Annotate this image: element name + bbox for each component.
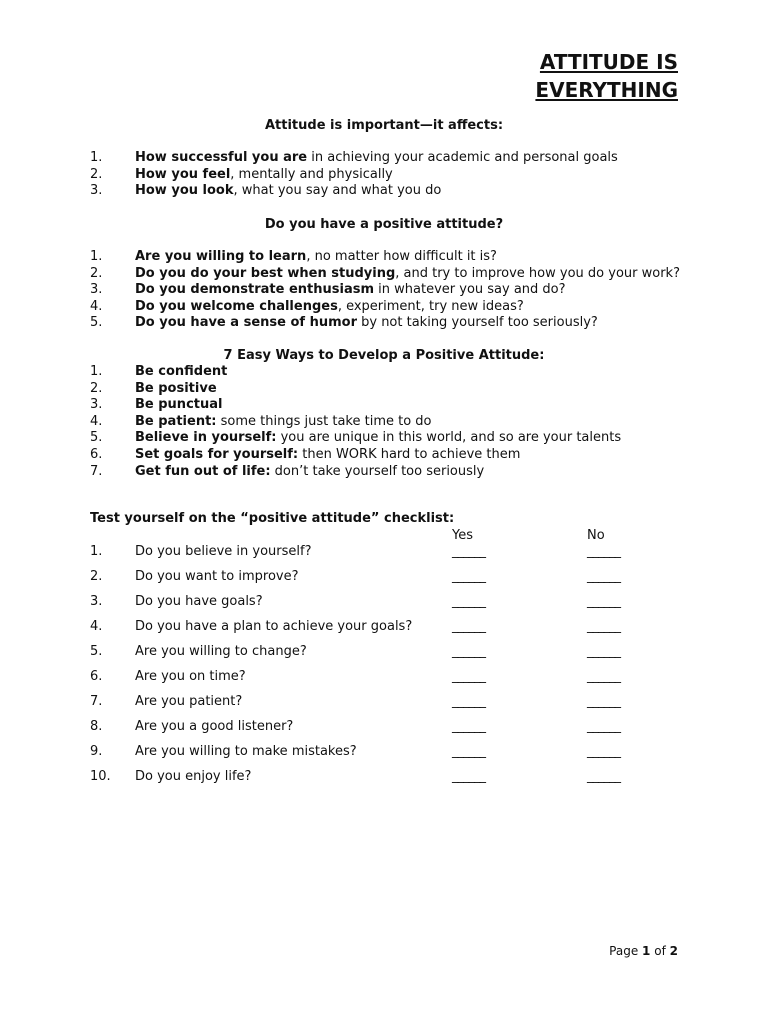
list-item: [90, 266, 710, 283]
list-item-bold: Believe in yourself:: [135, 430, 277, 446]
no-answer-blank[interactable]: ______: [587, 569, 620, 584]
list-item-bold: Be punctual: [135, 397, 223, 413]
no-answer-blank[interactable]: ______: [587, 719, 620, 734]
list-number: 5.: [90, 644, 103, 659]
checklist-question: Are you a good listener?: [135, 719, 294, 734]
list-item: [90, 464, 710, 481]
no-answer-blank[interactable]: ______: [587, 669, 620, 684]
list-item-bold: Do you have a sense of humor: [135, 315, 357, 331]
yes-answer-blank[interactable]: ______: [452, 769, 485, 784]
list-item-bold: Be positive: [135, 380, 217, 396]
checklist-question: Are you willing to change?: [135, 644, 307, 659]
checklist-question: Do you enjoy life?: [135, 769, 252, 784]
list-item-text: , and try to improve how you do your work?: [395, 265, 680, 281]
current-page: 1: [642, 944, 651, 958]
total-pages: 2: [669, 944, 678, 958]
yes-answer-blank[interactable]: ______: [452, 619, 485, 634]
list-item-text: by not taking yourself too seriously?: [356, 315, 598, 331]
list-number: 2.: [90, 265, 103, 281]
no-answer-blank[interactable]: ______: [587, 769, 620, 784]
list-number: 2.: [90, 569, 103, 584]
no-answer-blank[interactable]: ______: [587, 544, 620, 559]
positive-attitude-list: [90, 249, 710, 332]
list-number: 7.: [90, 694, 103, 709]
list-item-bold: How you feel: [135, 166, 231, 182]
list-item-text: some things just take time to do: [216, 413, 432, 429]
list-number: 9.: [90, 744, 103, 759]
yes-answer-blank[interactable]: ______: [452, 544, 485, 559]
list-number: 1.: [90, 364, 103, 379]
list-number: 3.: [90, 282, 103, 298]
list-item-text: , experiment, try new ideas?: [337, 298, 524, 314]
list-item-text: in whatever you say and do?: [374, 282, 566, 298]
checklist-row: [90, 568, 690, 593]
list-number: 1.: [90, 150, 103, 165]
section-heading-7-ways: 7 Easy Ways to Develop a Positive Attitude:: [223, 348, 545, 363]
list-number: 6.: [90, 446, 103, 462]
checklist-row: [90, 543, 690, 568]
checklist-row: [90, 668, 690, 693]
list-number: 5.: [90, 315, 103, 331]
list-item-text: , what you say and what you do: [233, 183, 442, 199]
list-item-bold: Be patient:: [135, 413, 217, 429]
list-number: 3.: [90, 594, 103, 609]
list-item: [90, 381, 710, 398]
list-item: [90, 249, 710, 266]
yes-answer-blank[interactable]: ______: [452, 744, 485, 759]
no-answer-blank[interactable]: ______: [587, 594, 620, 609]
document-title: [478, 48, 678, 104]
list-item: [90, 282, 710, 299]
checklist-question: Are you willing to make mistakes?: [135, 744, 357, 759]
list-number: 2.: [90, 380, 103, 396]
list-number: 3.: [90, 183, 103, 199]
affects-list: [90, 150, 710, 200]
list-item-bold: Be confident: [135, 364, 228, 379]
checklist-question: Do you have a plan to achieve your goals?: [135, 619, 413, 634]
list-number: 3.: [90, 397, 103, 413]
no-answer-blank[interactable]: ______: [587, 744, 620, 759]
list-item: [90, 430, 710, 447]
list-item: [90, 397, 710, 414]
checklist-heading: Test yourself on the “positive attitude” checklist:: [90, 511, 455, 526]
list-number: 10.: [90, 769, 111, 784]
list-item: [90, 167, 710, 184]
list-number: 8.: [90, 719, 103, 734]
yes-answer-blank[interactable]: ______: [452, 594, 485, 609]
seven-ways-list: [90, 364, 710, 480]
list-item: [90, 364, 710, 381]
checklist-row: [90, 743, 690, 768]
checklist-question: Do you believe in yourself?: [135, 544, 312, 559]
checklist-row: [90, 718, 690, 743]
list-number: 1.: [90, 249, 103, 264]
of-label: of: [654, 944, 666, 958]
no-answer-blank[interactable]: ______: [587, 619, 620, 634]
title-line-1: ATTITUDE IS: [539, 50, 678, 74]
checklist-row: [90, 618, 690, 643]
no-answer-blank[interactable]: ______: [587, 694, 620, 709]
section-heading-affects: Attitude is important—it affects:: [264, 118, 504, 133]
list-item-text: then WORK hard to achieve them: [298, 446, 521, 462]
list-number: 7.: [90, 463, 103, 479]
list-item-bold: Get fun out of life:: [135, 463, 271, 479]
checklist-question: Are you on time?: [135, 669, 246, 684]
list-item-text: , mentally and physically: [230, 166, 393, 182]
yes-answer-blank[interactable]: ______: [452, 644, 485, 659]
list-item: [90, 183, 710, 200]
yes-answer-blank[interactable]: ______: [452, 694, 485, 709]
yes-answer-blank[interactable]: ______: [452, 669, 485, 684]
list-item-text: don’t take yourself too seriously: [270, 463, 485, 479]
list-item: [90, 315, 710, 332]
list-item-text: you are unique in this world, and so are your talents: [276, 430, 622, 446]
checklist-question: Are you patient?: [135, 694, 243, 709]
list-item-bold: How you look: [135, 183, 234, 199]
checklist-row: [90, 643, 690, 668]
list-number: 4.: [90, 413, 103, 429]
list-number: 6.: [90, 669, 103, 684]
list-number: 5.: [90, 430, 103, 446]
page-number: [609, 944, 678, 958]
checklist-row: [90, 593, 690, 618]
checklist-row: [90, 768, 690, 793]
list-item-bold: Are you willing to learn: [135, 249, 307, 264]
list-number: 1.: [90, 544, 103, 559]
no-answer-blank[interactable]: ______: [587, 644, 620, 659]
checklist-row: [90, 693, 690, 718]
list-item-bold: Do you welcome challenges: [135, 298, 338, 314]
list-item: [90, 414, 710, 431]
list-item: [90, 150, 710, 167]
list-item-bold: How successful you are: [135, 150, 308, 165]
list-item: [90, 299, 710, 316]
yes-column-header: Yes: [452, 528, 473, 543]
list-number: 4.: [90, 619, 103, 634]
page-label: Page: [609, 944, 639, 958]
checklist: [90, 543, 690, 793]
list-item-text: in achieving your academic and personal goals: [307, 150, 618, 165]
list-item-bold: Do you do your best when studying: [135, 265, 396, 281]
list-item-bold: Set goals for yourself:: [135, 446, 299, 462]
list-number: 2.: [90, 166, 103, 182]
yes-answer-blank[interactable]: ______: [452, 719, 485, 734]
list-item: [90, 447, 710, 464]
checklist-question: Do you want to improve?: [135, 569, 299, 584]
checklist-question: Do you have goals?: [135, 594, 263, 609]
list-number: 4.: [90, 298, 103, 314]
list-item-bold: Do you demonstrate enthusiasm: [135, 282, 375, 298]
title-line-2: EVERYTHING: [535, 78, 678, 102]
list-item-text: , no matter how difficult it is?: [306, 249, 497, 264]
yes-answer-blank[interactable]: ______: [452, 569, 485, 584]
section-heading-positive-attitude: Do you have a positive attitude?: [264, 217, 504, 232]
no-column-header: No: [587, 528, 605, 543]
